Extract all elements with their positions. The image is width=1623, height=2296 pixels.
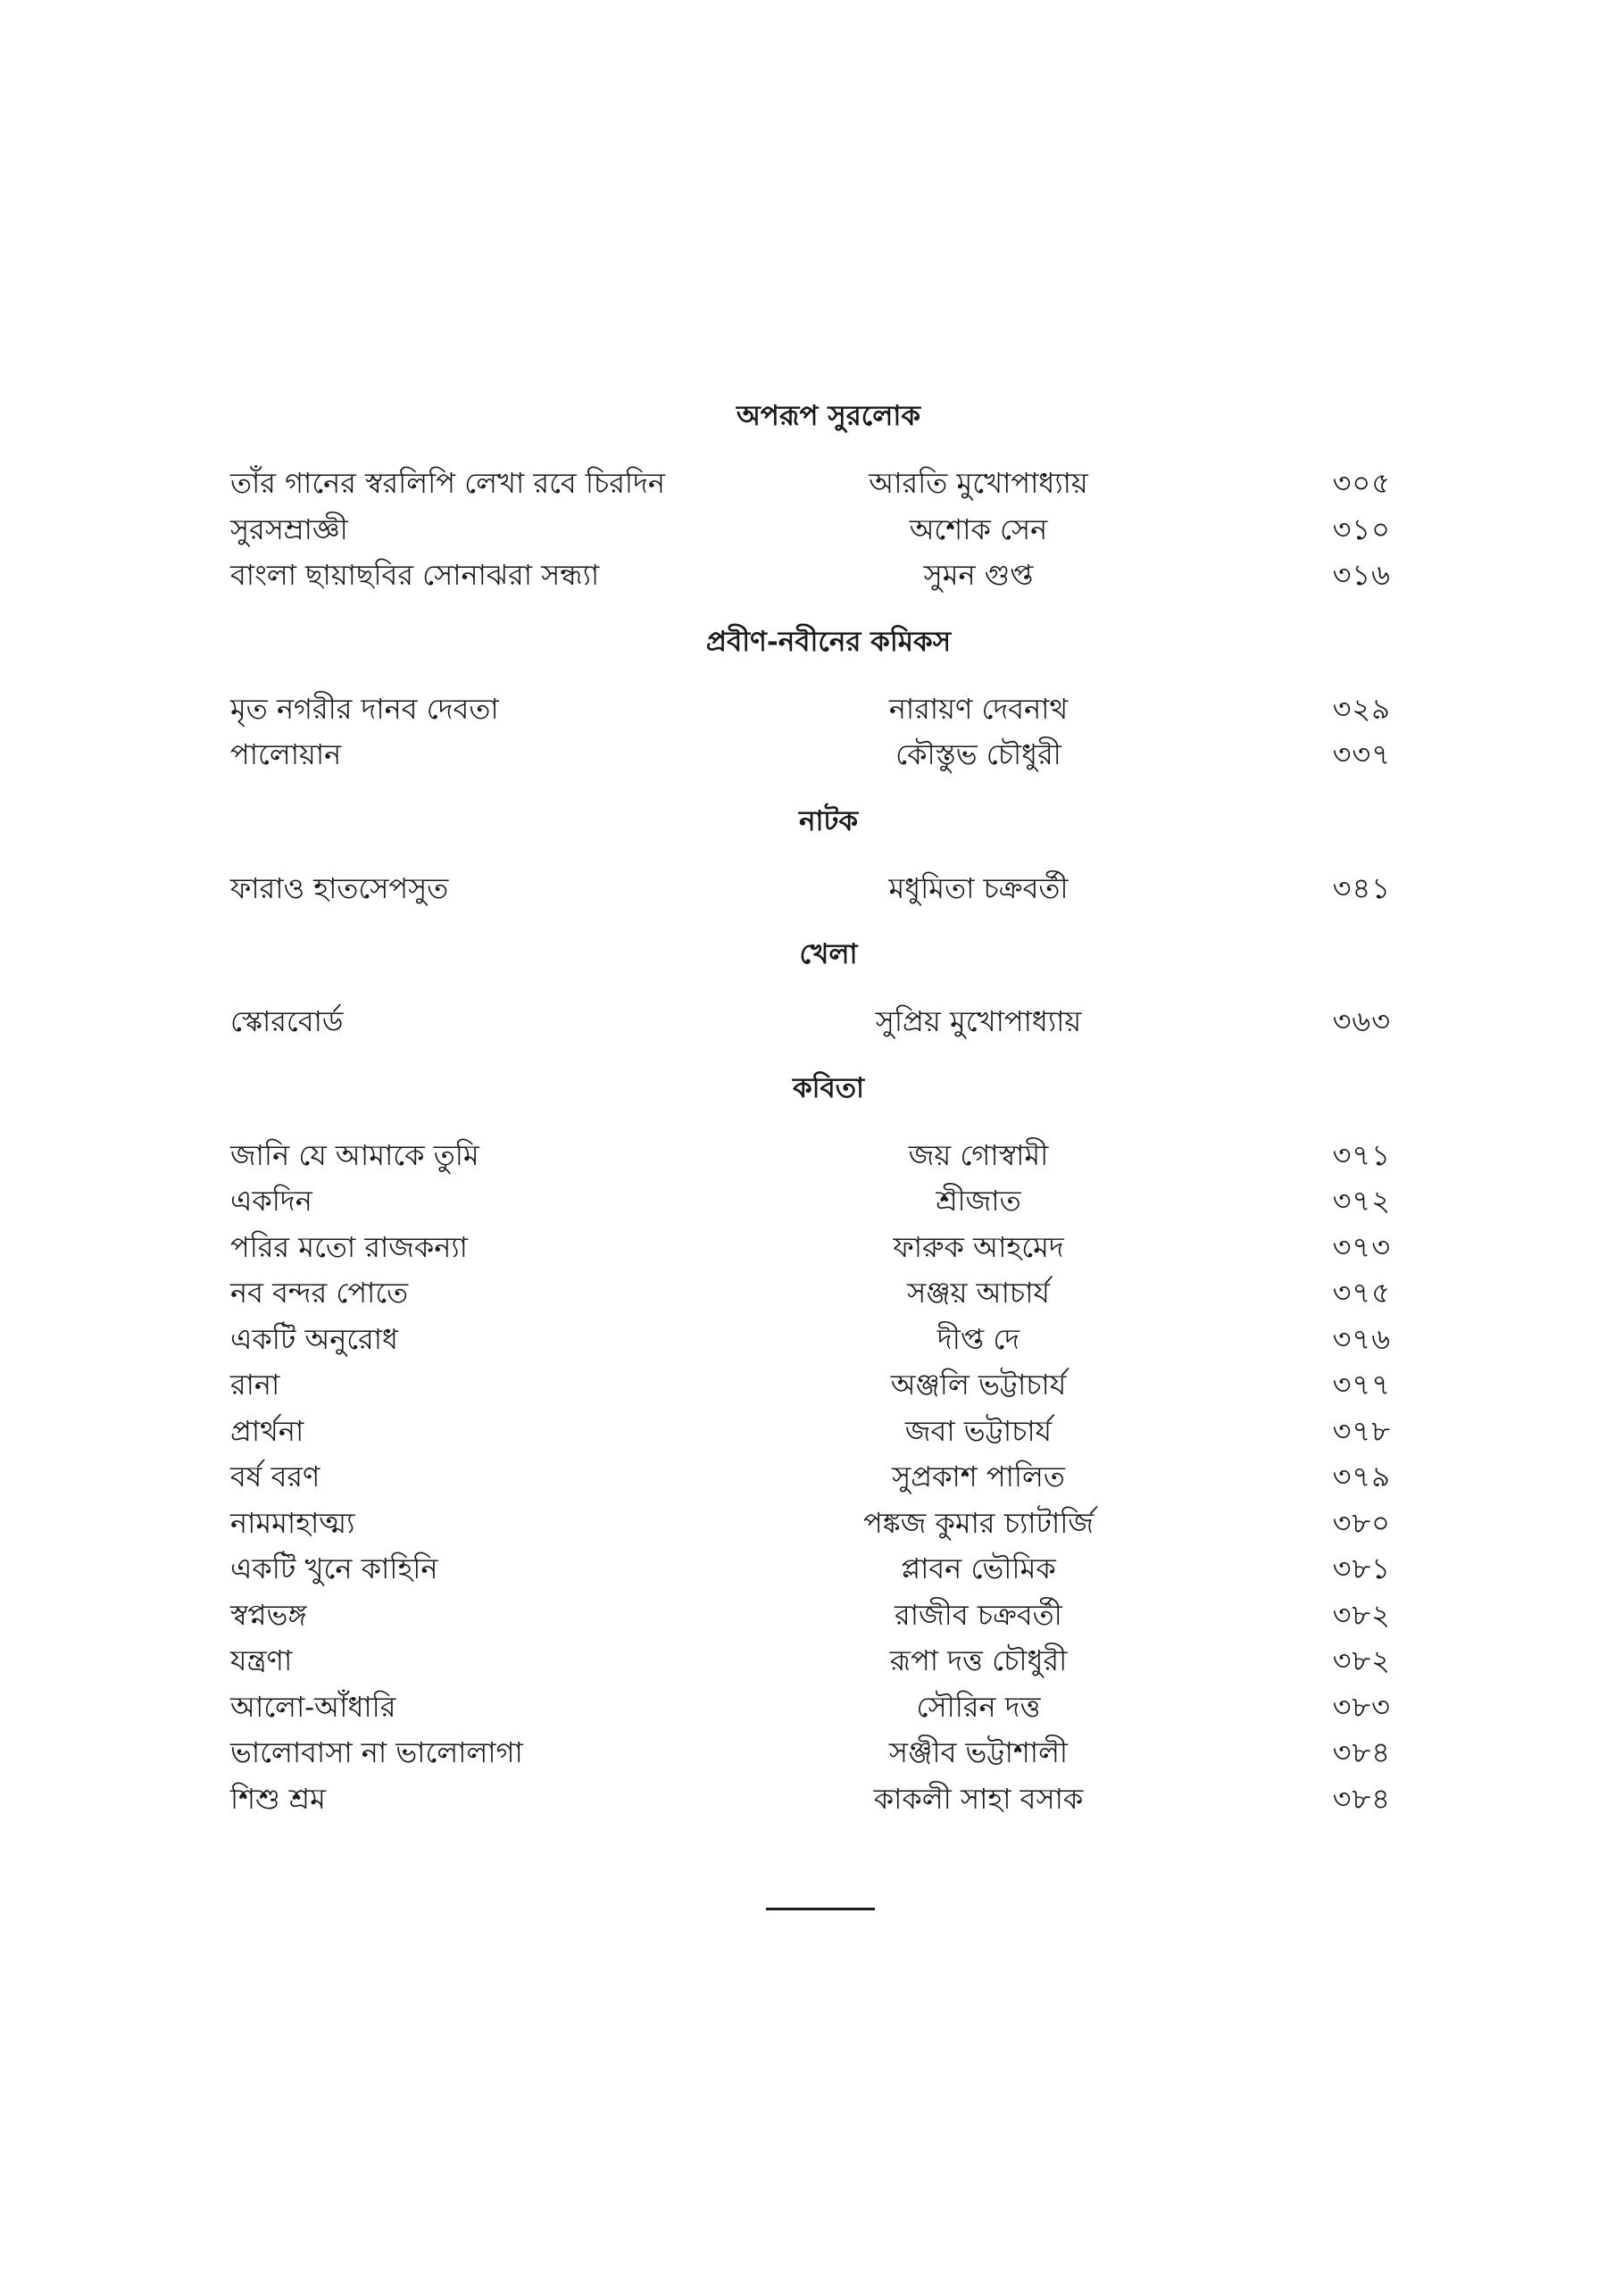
table-of-contents <box>230 393 1391 1842</box>
entry-title: মৃত নগরীর দানব দেবতা <box>230 691 499 726</box>
toc-entry <box>230 1270 1391 1317</box>
entry-page-number: ৩৭৭ <box>1332 1368 1391 1402</box>
entry-title: তাঁর গানের স্বরলিপি লেখা রবে চিরদিন <box>230 466 665 500</box>
section-poetry <box>230 1065 1391 1823</box>
toc-entry <box>230 1409 1391 1455</box>
toc-entry <box>230 1454 1391 1501</box>
section-title: নাটক <box>798 804 859 837</box>
entry-page-number: ৩৭৩ <box>1332 1229 1391 1264</box>
entry-author: মধুমিতা চক্রবর্তী <box>888 870 1069 905</box>
entry-author: নারায়ণ দেবনাথ <box>888 691 1069 726</box>
entry-page-number: ৩৭১ <box>1332 1137 1391 1172</box>
entry-page-number: ৩৩৭ <box>1332 737 1391 771</box>
section-title: অপরূপ সুরলোক <box>736 400 921 432</box>
entry-title: ভালোবাসা না ভালোলাগা <box>230 1735 523 1769</box>
entry-author: রাজীব চক্রবর্তী <box>895 1597 1062 1632</box>
toc-entry <box>230 507 1391 553</box>
entry-author: আরতি মুখোপাধ্যায় <box>869 466 1088 500</box>
entry-author: ফারুক আহমেদ <box>893 1229 1064 1264</box>
entry-title: একটি অনুরোধ <box>230 1321 398 1356</box>
entry-page-number: ৩৮২ <box>1332 1643 1391 1677</box>
entry-page-number: ৩১০ <box>1332 512 1391 546</box>
entry-title: আলো-আঁধারি <box>230 1689 396 1724</box>
entry-author: প্লাবন ভৌমিক <box>901 1551 1056 1585</box>
section-title: খেলা <box>799 938 858 970</box>
entry-page-number: ৩৭৫ <box>1332 1276 1391 1310</box>
entry-page-number: ৩৮০ <box>1332 1505 1391 1540</box>
entry-title: পালোয়ান <box>230 737 342 771</box>
entry-title: একদিন <box>230 1184 312 1218</box>
entry-author: অঞ্জলি ভট্টাচার্য <box>890 1368 1067 1402</box>
entry-author: সঞ্জীব ভট্টাশালী <box>888 1735 1069 1769</box>
toc-entry <box>230 1730 1391 1776</box>
toc-entry <box>230 1225 1391 1271</box>
entry-title: প্রার্থনা <box>230 1413 304 1448</box>
entry-author: কাকলী সাহা বসাক <box>873 1781 1084 1816</box>
entry-title: ফারাও হাতসেপসুত <box>230 870 449 905</box>
entry-author: সুপ্রকাশ পালিত <box>892 1460 1065 1493</box>
entry-title: রানা <box>230 1368 280 1402</box>
entry-author: দীপ্ত দে <box>936 1321 1020 1356</box>
toc-entry <box>230 1178 1391 1225</box>
section-sports <box>230 931 1391 1045</box>
entry-page-number: ৩৭৬ <box>1332 1321 1391 1356</box>
entry-author: অশোক সেন <box>909 512 1048 546</box>
toc-entry <box>230 1638 1391 1685</box>
end-rule-divider <box>766 1908 875 1910</box>
entry-author: জয় গোস্বামী <box>908 1137 1049 1172</box>
entry-page-number: ৩৮৪ <box>1332 1781 1391 1816</box>
entry-list <box>230 1133 1391 1823</box>
toc-entry <box>230 1593 1391 1639</box>
entry-author: কৌস্তুভ চৌধুরী <box>895 737 1061 771</box>
entry-title: স্কোরবোর্ড <box>230 1004 344 1038</box>
entry-title: একটি খুনে কাহিনি <box>230 1551 438 1585</box>
section-music <box>230 393 1391 599</box>
entry-title: সুরসম্রাজ্ঞী <box>230 512 348 546</box>
entry-author: রূপা দত্ত চৌধুরী <box>889 1643 1068 1677</box>
toc-entry <box>230 461 1391 507</box>
section-title: কবিতা <box>792 1071 865 1104</box>
entry-page-number: ৩৮২ <box>1332 1597 1391 1632</box>
toc-entry <box>230 1317 1391 1363</box>
entry-list <box>230 461 1391 599</box>
entry-page-number: ৩৮৩ <box>1332 1689 1391 1724</box>
entry-author: পঙ্কজ কুমার চ্যাটার্জি <box>862 1505 1094 1540</box>
entry-author: সুপ্রিয় মুখোপাধ্যায় <box>875 1004 1082 1038</box>
entry-page-number: ৩১৬ <box>1332 558 1391 592</box>
entry-title: শিশু শ্রম <box>230 1781 326 1816</box>
entry-page-number: ৩২৯ <box>1332 691 1391 726</box>
entry-title: জানি যে আমাকে তুমি <box>230 1137 479 1172</box>
entry-author: সঞ্জয় আচার্য <box>907 1276 1050 1310</box>
toc-entry <box>230 686 1391 733</box>
toc-entry <box>230 1362 1391 1409</box>
toc-entry <box>230 553 1391 599</box>
toc-entry <box>230 1685 1391 1731</box>
toc-entry <box>230 732 1391 778</box>
toc-entry <box>230 866 1391 912</box>
entry-title: নব বন্দর পোতে <box>230 1276 409 1310</box>
entry-page-number: ৩০৫ <box>1332 466 1391 500</box>
entry-page-number: ৩৬৩ <box>1332 1004 1391 1038</box>
toc-entry <box>230 1546 1391 1593</box>
entry-list <box>230 866 1391 912</box>
entry-author: সুমন গুপ্ত <box>923 558 1034 592</box>
entry-title: যন্ত্রণা <box>230 1643 293 1677</box>
entry-page-number: ৩৮৪ <box>1332 1735 1391 1769</box>
entry-author: সৌরিন দত্ত <box>916 1689 1041 1724</box>
entry-title: পরির মতো রাজকন্যা <box>230 1229 468 1264</box>
entry-author: জবা ভট্টাচার্য <box>904 1413 1053 1448</box>
section-title: প্রবীণ-নবীনের কমিকস <box>705 625 952 658</box>
section-comics <box>230 619 1391 778</box>
entry-list <box>230 686 1391 778</box>
entry-author: শ্রীজাত <box>936 1184 1021 1218</box>
toc-entry <box>230 1776 1391 1823</box>
entry-page-number: ৩৮১ <box>1332 1551 1391 1585</box>
section-drama <box>230 798 1391 912</box>
entry-list <box>230 999 1391 1045</box>
entry-title: নামমাহাত্ম্য <box>230 1505 355 1540</box>
entry-page-number: ৩৪১ <box>1332 870 1391 905</box>
entry-title: বাংলা ছায়াছবির সোনাঝরা সন্ধ্যা <box>230 558 600 592</box>
toc-entry <box>230 1133 1391 1179</box>
entry-page-number: ৩৭৯ <box>1332 1460 1391 1493</box>
entry-title: স্বপ্নভঙ্গ <box>230 1597 307 1632</box>
toc-entry <box>230 999 1391 1045</box>
entry-title: বর্ষ বরণ <box>230 1460 320 1493</box>
entry-page-number: ৩৭৮ <box>1332 1413 1391 1448</box>
toc-entry <box>230 1501 1391 1547</box>
entry-page-number: ৩৭২ <box>1332 1184 1391 1218</box>
